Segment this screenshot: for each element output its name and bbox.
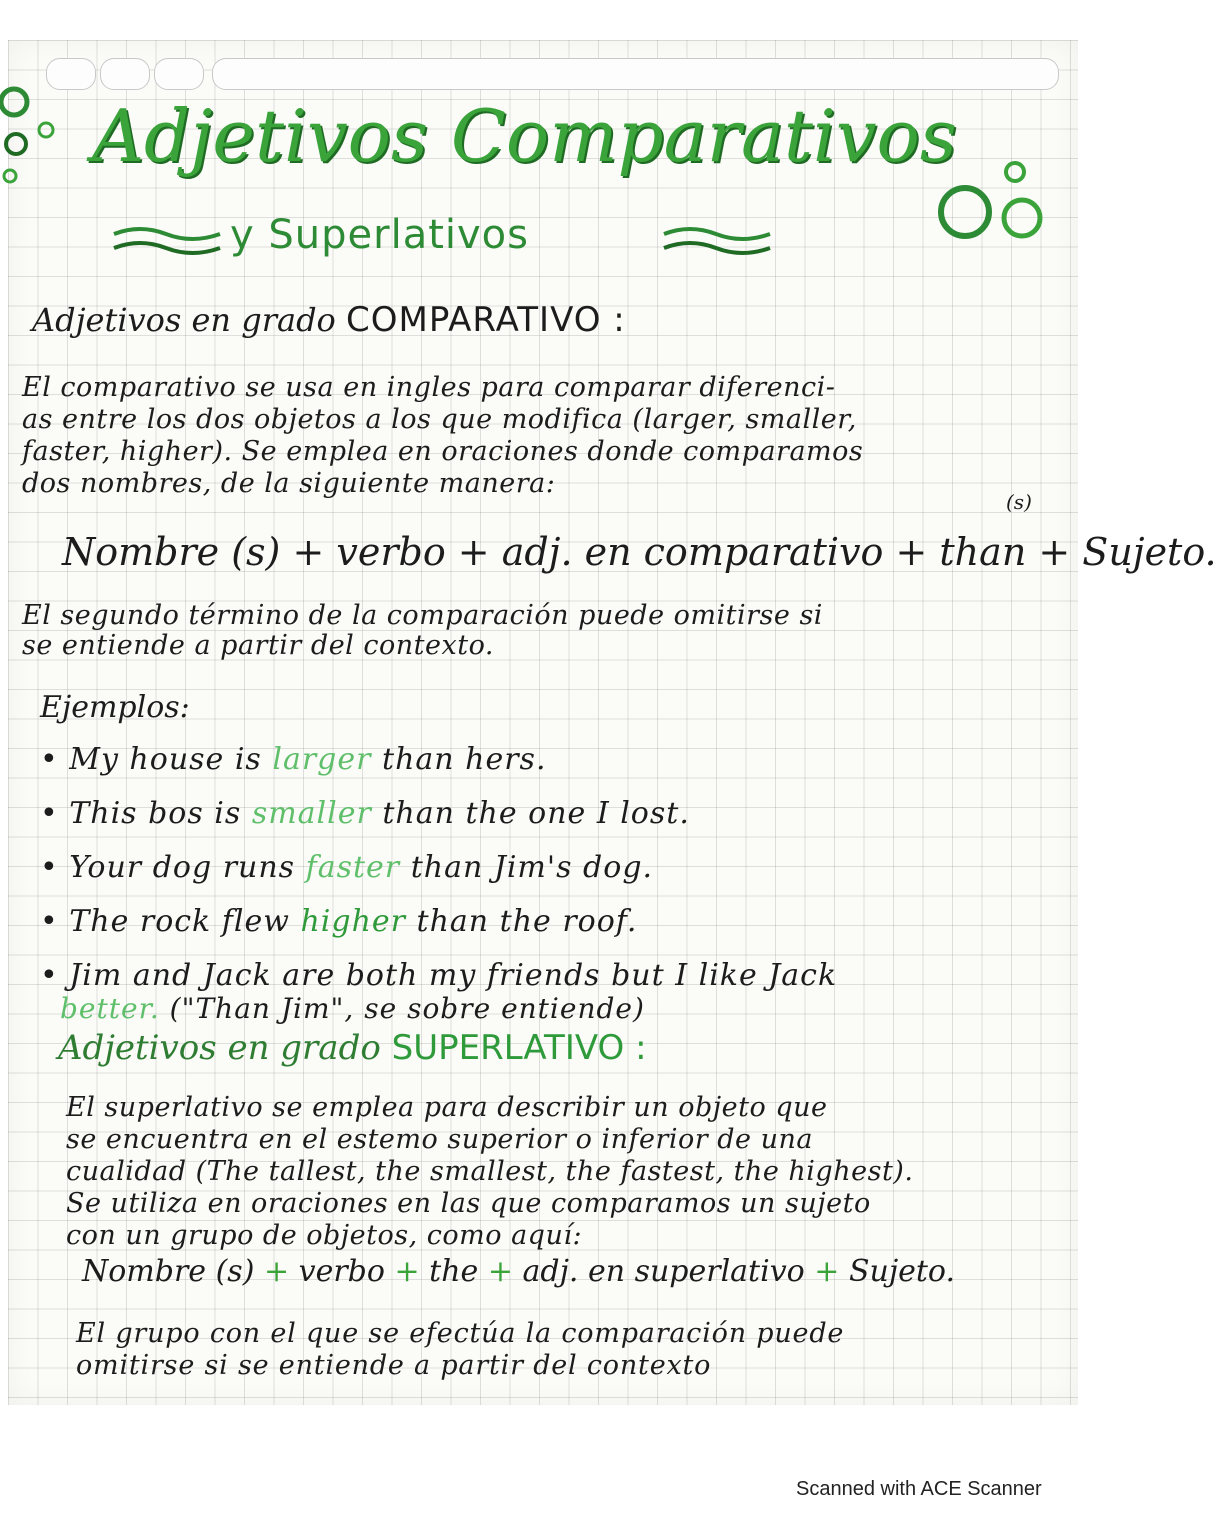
paragraph-line: dos nombres, de la siguiente manera: [22,468,556,499]
plus-sign: + [394,1254,420,1289]
example-item [40,850,653,885]
example-item [40,796,690,831]
example-highlight: larger [272,742,372,777]
note-line: omitirse si se entiende a partir del contexto [76,1350,712,1381]
example-highlight: better. [60,992,160,1025]
example-text: • The rock flew [40,904,301,939]
paragraph-line: El superlativo se emplea para describir un objeto que [66,1092,828,1123]
example-text: • My house is [40,742,273,777]
formula-note: (s) [1006,490,1032,514]
decorative-wave-left [110,222,230,262]
heading-prefix: Adjetivos en grado [58,1028,381,1068]
example-text: than the roof. [406,904,638,939]
example-text: • Your dog runs [40,850,306,885]
example-text: ("Than Jim", se sobre entiende) [159,992,645,1025]
example-item-continuation [60,992,645,1025]
paragraph-line: con un grupo de objetos, como aquí: [66,1220,583,1251]
formula-superlativo [82,1254,955,1289]
section-heading-comparativo [32,300,626,340]
formula-part: verbo [289,1254,395,1289]
examples-heading: Ejemplos: [40,690,190,725]
paragraph-line: faster, higher). Se emplea en oraciones donde comparamos [22,436,864,467]
note-line: se entiende a partir del contexto. [22,630,494,661]
example-highlight: higher [300,904,406,939]
note-line: El grupo con el que se efectúa la comparación puede [76,1318,845,1349]
example-highlight: faster [305,850,401,885]
example-text: than hers. [371,742,547,777]
paragraph-line: Se utiliza en oraciones en las que comparamos un sujeto [66,1188,871,1219]
heading-caps: COMPARATIVO : [345,300,626,340]
plus-sign: + [263,1254,290,1289]
example-item [40,742,547,777]
paragraph-line: cualidad (The tallest, the smallest, the fastest, the highest). [66,1156,914,1187]
example-text: • This bos is [40,796,252,831]
notebook-hole [100,58,150,90]
plus-sign: + [814,1254,840,1289]
example-item [40,904,637,939]
notebook-hole [154,58,204,90]
plus-sign: + [487,1254,513,1289]
heading-prefix: Adjetivos en grado [32,301,336,339]
formula-part: Nombre (s) [82,1254,264,1289]
date-box [212,58,1059,90]
decorative-circles-left [0,80,80,190]
formula-part: Sujeto. [839,1254,955,1289]
paragraph-line: as entre los dos objetos a los que modifica (larger, smaller, [22,404,857,435]
scanner-watermark: Scanned with ACE Scanner [796,1478,1042,1500]
paragraph-line: El comparativo se usa en ingles para comparar diferenci- [22,372,836,403]
example-text: than Jim's dog. [400,850,654,885]
formula-comparativo: Nombre (s) + verbo + adj. en comparativo + than + Sujeto. [62,530,1217,574]
note-line: El segundo término de la comparación puede omitirse si [22,600,823,631]
example-item [40,958,837,993]
example-text: than the one I lost. [371,796,690,831]
section-heading-superlativo [58,1028,647,1068]
example-text: • Jim and Jack are both my friends but I like Jack [40,958,838,993]
formula-part: adj. en superlativo [512,1254,815,1289]
page-title: Adjetivos Comparativos [92,94,957,178]
example-highlight: smaller [251,796,372,831]
page-subtitle: y Superlativos [230,212,529,258]
formula-part: the [419,1254,488,1289]
paragraph-line: se encuentra en el estemo superior o inferior de una [66,1124,813,1155]
heading-caps: SUPERLATIVO : [391,1028,647,1068]
decorative-wave-right [660,222,780,262]
